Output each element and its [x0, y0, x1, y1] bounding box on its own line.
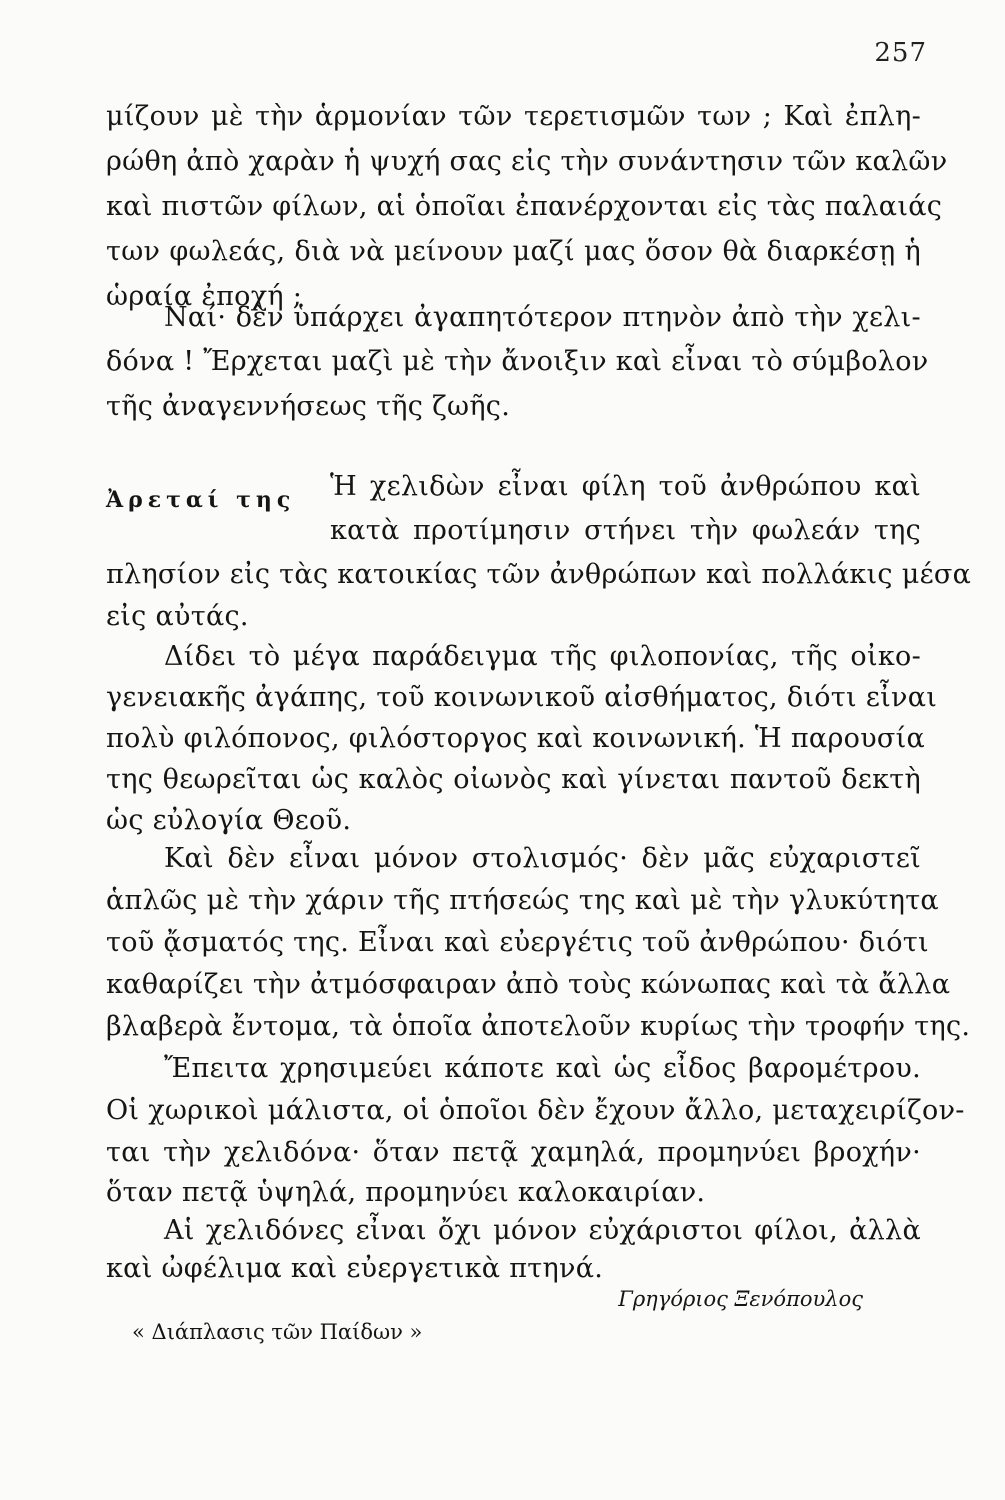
text-line: πολὺ φιλόπονος, φιλόστοργος καὶ κοινωνική. Ἡ παρουσία — [106, 723, 926, 754]
text-line: Οἱ χωρικοὶ μάλιστα, οἱ ὁποῖοι δὲν ἔχουν ἄλλο, μεταχειρίζον- — [106, 1095, 965, 1126]
text-line: ἁπλῶς μὲ τὴν χάριν τῆς πτήσεώς της καὶ μὲ τὴν γλυκύτητα — [106, 885, 939, 916]
paragraph-start-line: Ἔπειτα χρησιμεύει κάποτε καὶ ὡς εἶδος βαρομέτρου. — [164, 1053, 921, 1084]
source-citation: « Διάπλασις τῶν Παίδων » — [132, 1320, 423, 1344]
text-line: των φωλεάς, διὰ νὰ μείνουν μαζί μας ὅσον θὰ διαρκέσῃ ἡ — [106, 236, 921, 267]
text-line: Ἡ χελιδὼν εἶναι φίλη τοῦ ἀνθρώπου καὶ — [330, 471, 921, 502]
text-line: τῆς ἀναγεννήσεως τῆς ζωῆς. — [106, 391, 511, 422]
text-line: γενειακῆς ἀγάπης, τοῦ κοινωνικοῦ αἰσθήματος, διότι εἶναι — [106, 682, 938, 713]
text-line: καθαρίζει τὴν ἀτμόσφαιραν ἀπὸ τοὺς κώνωπας καὶ τὰ ἄλλα — [106, 969, 951, 1000]
text-line: καὶ πιστῶν φίλων, αἱ ὁποῖαι ἐπανέρχονται εἰς τὰς παλαιάς — [106, 191, 943, 222]
text-line: πλησίον εἰς τὰς κατοικίας τῶν ἀνθρώπων καὶ πολλάκις μέσα — [106, 559, 972, 590]
text-line: κατὰ προτίμησιν στήνει τὴν φωλεάν της — [330, 515, 921, 546]
side-heading: Ἀρεταί της — [106, 487, 296, 513]
text-line: ρώθη ἀπὸ χαρὰν ἡ ψυχή σας εἰς τὴν συνάντησιν τῶν καλῶν — [106, 146, 948, 177]
paragraph-start-line: Καὶ δὲν εἶναι μόνον στολισμός· δὲν μᾶς εὐχαριστεῖ — [164, 843, 921, 874]
text-line: δόνα ! Ἔρχεται μαζὶ μὲ τὴν ἄνοιξιν καὶ εἶναι τὸ σύμβολον — [106, 346, 929, 377]
text-line: βλαβερὰ ἔντομα, τὰ ὁποῖα ἀποτελοῦν κυρίως τὴν τροφήν της. — [106, 1011, 971, 1042]
text-line: ται τὴν χελιδόνα· ὅταν πετᾷ χαμηλά, προμηνύει βροχήν· — [106, 1137, 921, 1168]
paragraph-start-line: Ναί· δὲν ὑπάρχει ἀγαπητότερον πτηνὸν ἀπὸ τὴν χελι- — [164, 302, 921, 333]
text-line: μίζουν μὲ τὴν ἁρμονίαν τῶν τερετισμῶν των ; Καὶ ἐπλη- — [106, 101, 921, 132]
page-number: 257 — [874, 38, 927, 68]
text-line: τοῦ ᾄσματός της. Εἶναι καὶ εὐεργέτις τοῦ ἀνθρώπου· διότι — [106, 927, 929, 958]
text-line: ὡραία ἐποχή ; — [106, 281, 303, 312]
paragraph-start-line: Δίδει τὸ μέγα παράδειγμα τῆς φιλοπονίας, τῆς οἰκο- — [164, 641, 921, 672]
text-line: της θεωρεῖται ὡς καλὸς οἰωνὸς καὶ γίνεται παντοῦ δεκτὴ — [106, 764, 921, 795]
text-line: ὡς εὐλογία Θεοῦ. — [106, 805, 352, 836]
text-line: ὅταν πετᾷ ὑψηλά, προμηνύει καλοκαιρίαν. — [106, 1177, 706, 1208]
text-line: εἰς αὐτάς. — [106, 601, 249, 632]
author-attribution: Γρηγόριος Ξενόπουλος — [618, 1287, 863, 1311]
text-line: καὶ ὠφέλιμα καὶ εὐεργετικὰ πτηνά. — [106, 1253, 604, 1284]
paragraph-start-line: Αἱ χελιδόνες εἶναι ὄχι μόνον εὐχάριστοι φίλοι, ἀλλὰ — [164, 1215, 921, 1246]
